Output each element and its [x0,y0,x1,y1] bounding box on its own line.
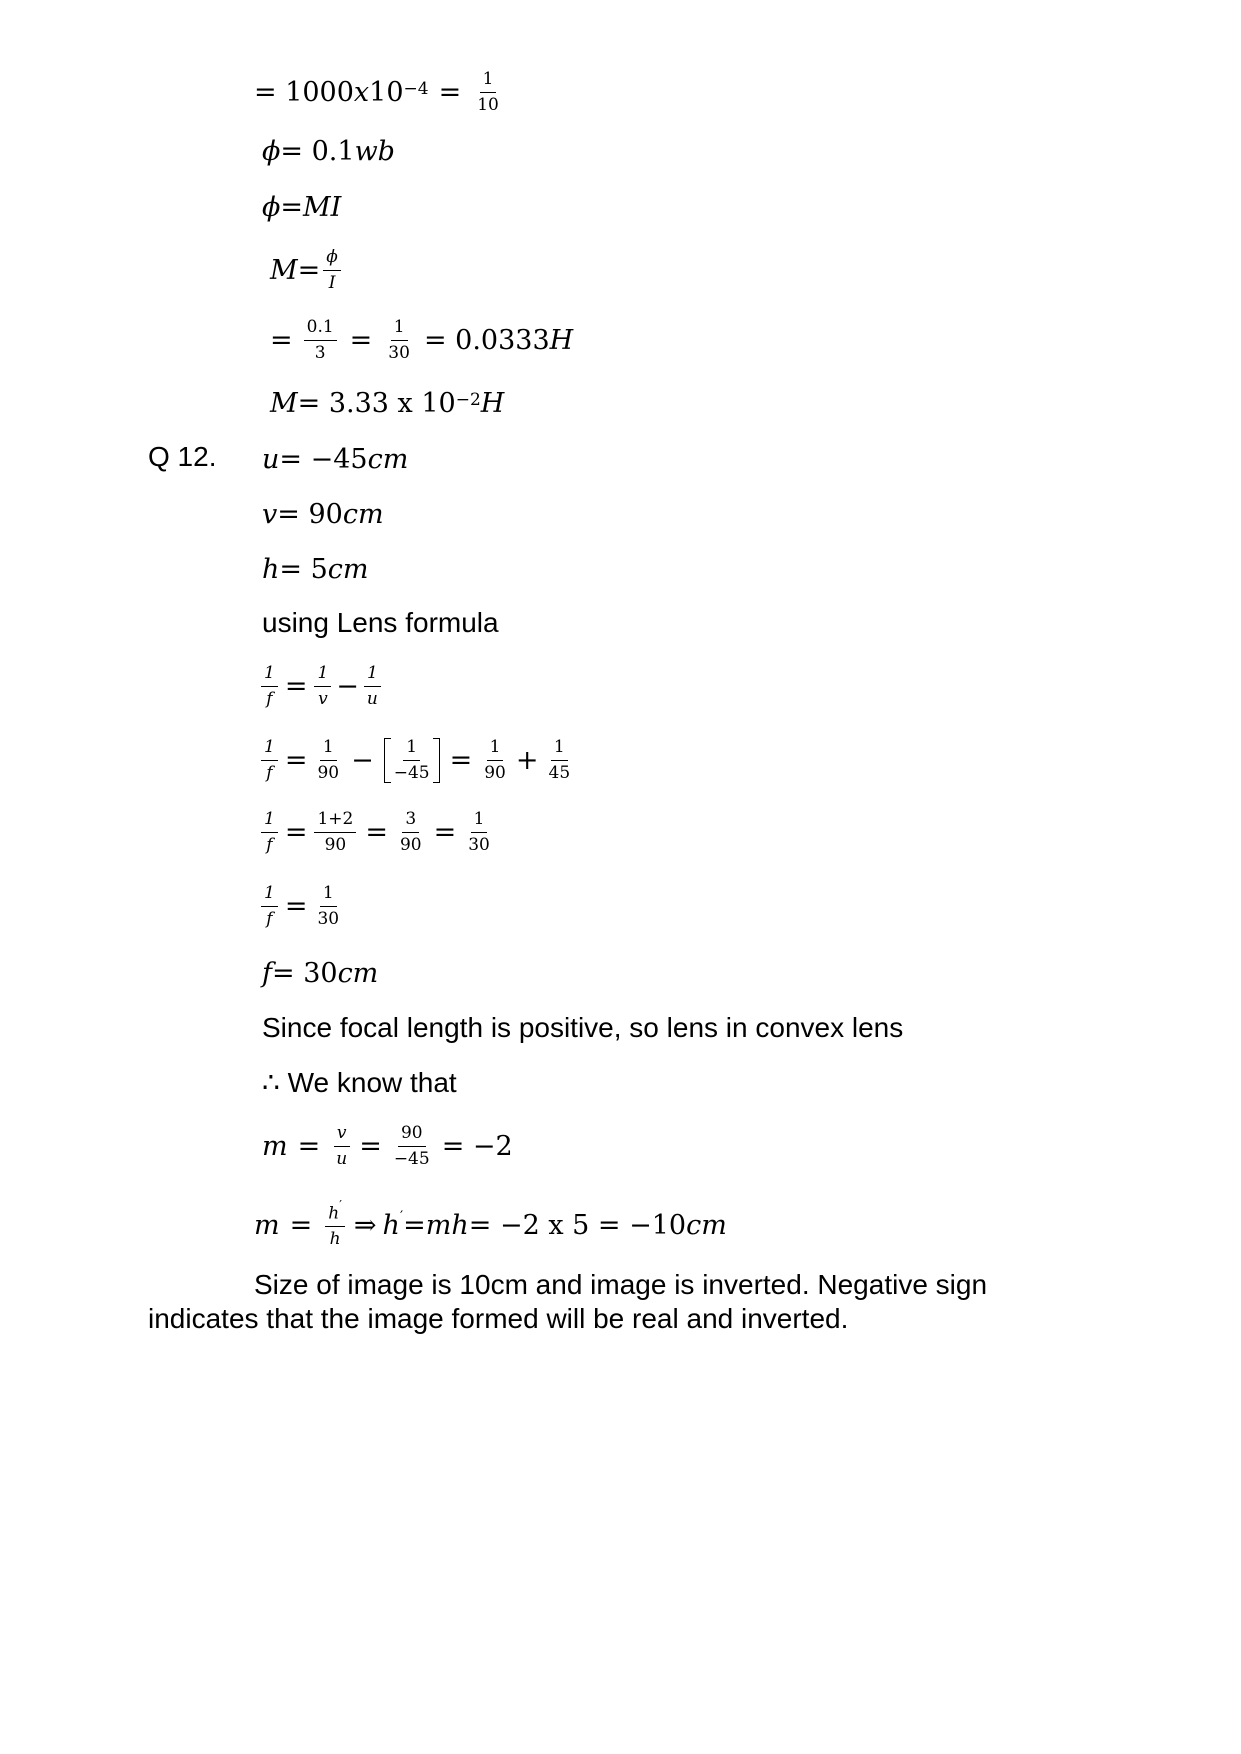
fraction: $\frac{0.1}{3}$ [304,318,337,363]
using-lens-formula-text: using Lens formula [262,607,499,638]
fraction: $\frac{v}{u}$ [333,1124,350,1169]
fraction: $\frac{\phi}{I}$ [323,248,341,293]
fraction: $\frac{1+2}{90}$ [314,810,356,855]
fraction: $\frac{1}{u}$ [364,664,381,709]
fraction: $\frac{1}{10}$ [477,69,499,115]
fraction: $\frac{h'}{h}$ [325,1202,345,1250]
eq-image-height: m = $\frac{h'}{h}$ ⇒ h ′ = mh = −2 x 5 = −10 cm [254,1198,727,1250]
fraction: $\frac{1}{90}$ [317,737,340,783]
convex-lens-statement: Since focal length is positive, so lens in convex lens [262,1012,904,1043]
conclusion-line-1: Size of image is 10cm and image is inverted. Negative sign [254,1269,988,1300]
conclusion-line-2: indicates that the image formed will be real and inverted. [148,1303,849,1334]
fraction: $\frac{1}{30}$ [317,883,340,929]
therefore-statement: ∴ We know that [262,1067,457,1098]
fraction: $\frac{1}{-45}$ [393,737,430,783]
eq-object-distance: u = −45 cm [262,444,409,475]
fraction: $\frac{3}{90}$ [399,809,422,855]
eq-flux-computation: = 1000 x 10 $^{-4}$ = $\frac{1}{10}$ [254,70,505,115]
eq-mutual-inductance-result: M = 3.33 x 10 $^{-2}$ H [270,388,505,419]
fraction: $\frac{1}{45}$ [548,737,571,783]
eq-flux-mi: ϕ = MI [262,192,342,223]
eq-focal-length: f = 30 cm [262,958,379,989]
eq-flux-value: ϕ = 0.1 wb [262,136,395,167]
eq-lens-substitution: $\frac{1}{f}$ = $\frac{1}{90}$ − $\frac{1}{-45}$ = $\frac{1}{90}$ + $\frac{1}{45}$ [258,738,576,783]
fraction: $\frac{1}{30}$ [388,317,410,363]
square-bracket [384,738,440,783]
fraction: $\frac{1}{90}$ [484,737,506,783]
fraction: $\frac{1}{v}$ [314,664,331,709]
fraction: $\frac{1}{f}$ [261,664,278,709]
eq-lens-reciprocal: $\frac{1}{f}$ = $\frac{1}{30}$ [258,884,345,929]
eq-lens-sum: $\frac{1}{f}$ = $\frac{1+2}{90}$ = $\frac{3}{90}$ = $\frac{1}{30}$ [258,810,496,855]
fraction: $\frac{1}{f}$ [261,884,278,929]
fraction: $\frac{1}{30}$ [468,809,490,855]
eq-object-height: h = 5 cm [262,554,369,585]
eq-mutual-inductance-value: = $\frac{0.1}{3}$ = $\frac{1}{30}$ = 0.0333 H [270,317,574,363]
eq-lens-formula: $\frac{1}{f}$ = $\frac{1}{v}$ − $\frac{1}{u}$ [258,664,384,709]
question-label: Q 12. [148,441,217,472]
fraction: $\frac{1}{f}$ [261,738,278,783]
eq-mutual-inductance-formula: M = $\frac{\phi}{I}$ [270,248,344,293]
eq-magnification: m = $\frac{v}{u}$ = $\frac{90}{-45}$ = −2 [262,1123,513,1169]
fraction: $\frac{1}{f}$ [261,810,278,855]
eq-image-distance: v = 90 cm [262,499,384,530]
conclusion-paragraph [148,1268,987,1336]
fraction: $\frac{90}{-45}$ [393,1123,430,1169]
